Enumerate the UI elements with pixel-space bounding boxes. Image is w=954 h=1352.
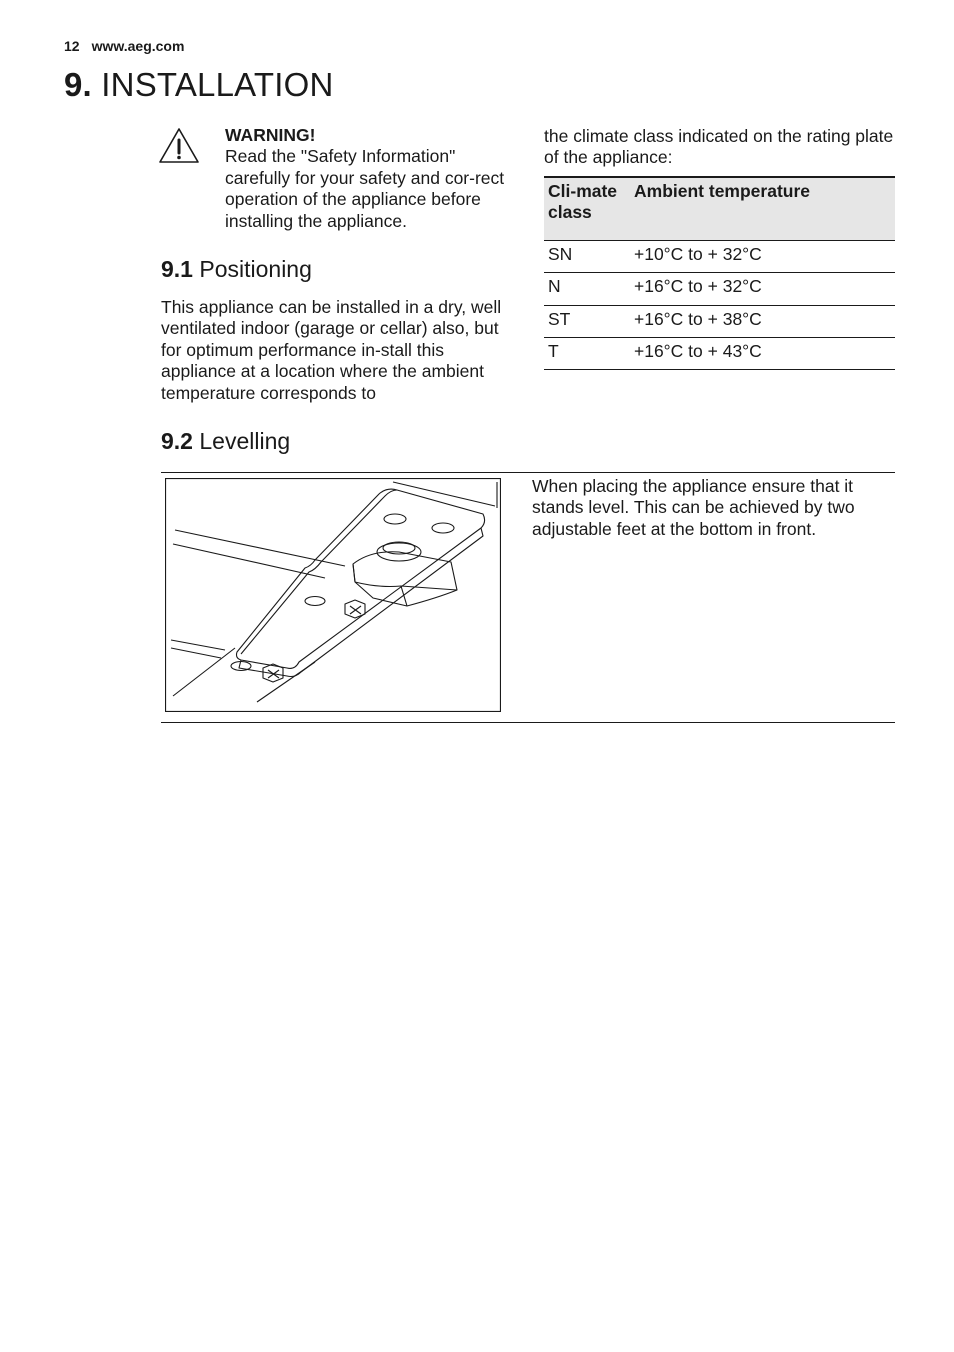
section-divider <box>161 472 895 473</box>
column-header-ambient-temperature: Ambient temperature <box>630 177 895 240</box>
temperature-cell: +16°C to + 32°C <box>630 273 895 305</box>
table-row <box>544 338 895 370</box>
temperature-cell: +16°C to + 43°C <box>630 338 895 370</box>
levelling-text: When placing the appliance ensure that it stands level. This can be achieved by two adjustable feet at the bottom in front. <box>532 476 855 539</box>
table-header-row <box>544 177 895 240</box>
column-header-climate-class: Cli-mate class <box>544 177 630 240</box>
chapter-number: 9. <box>64 66 92 103</box>
warning-title: WARNING! <box>225 125 316 145</box>
climate-class-cell: N <box>544 273 630 305</box>
warning-block <box>225 125 515 232</box>
section-heading-levelling <box>161 428 290 455</box>
section-heading-positioning <box>161 256 312 283</box>
climate-class-table <box>544 176 895 370</box>
climate-class-cell: ST <box>544 305 630 337</box>
section-number: 9.2 <box>161 428 193 454</box>
table-row <box>544 273 895 305</box>
table-row <box>544 240 895 272</box>
section-number: 9.1 <box>161 256 193 282</box>
section-divider <box>161 722 895 723</box>
chapter-title-text: INSTALLATION <box>101 66 334 103</box>
page-number: 12 <box>64 38 80 54</box>
section-title: Levelling <box>199 428 291 454</box>
positioning-continued-text: the climate class indicated on the rating plate of the appliance: <box>544 126 894 168</box>
chapter-title <box>64 66 334 104</box>
page-header <box>64 38 184 54</box>
climate-class-cell: SN <box>544 240 630 272</box>
positioning-text: This appliance can be installed in a dry, well ventilated indoor (garage or cellar) also, but for optimum performance in-stall this appliance at a location where the ambient temperature corresponds to <box>161 297 502 403</box>
website-link[interactable]: www.aeg.com <box>91 38 185 54</box>
section-title: Positioning <box>199 256 312 282</box>
temperature-cell: +16°C to + 38°C <box>630 305 895 337</box>
warning-text: Read the "Safety Information" carefully for your safety and cor-rect operation of the appliance before installing the appliance. <box>225 146 505 231</box>
table-row <box>544 305 895 337</box>
adjustable-foot-illustration <box>165 478 501 712</box>
climate-class-cell: T <box>544 338 630 370</box>
temperature-cell: +10°C to + 32°C <box>630 240 895 272</box>
warning-triangle-icon <box>158 127 200 165</box>
